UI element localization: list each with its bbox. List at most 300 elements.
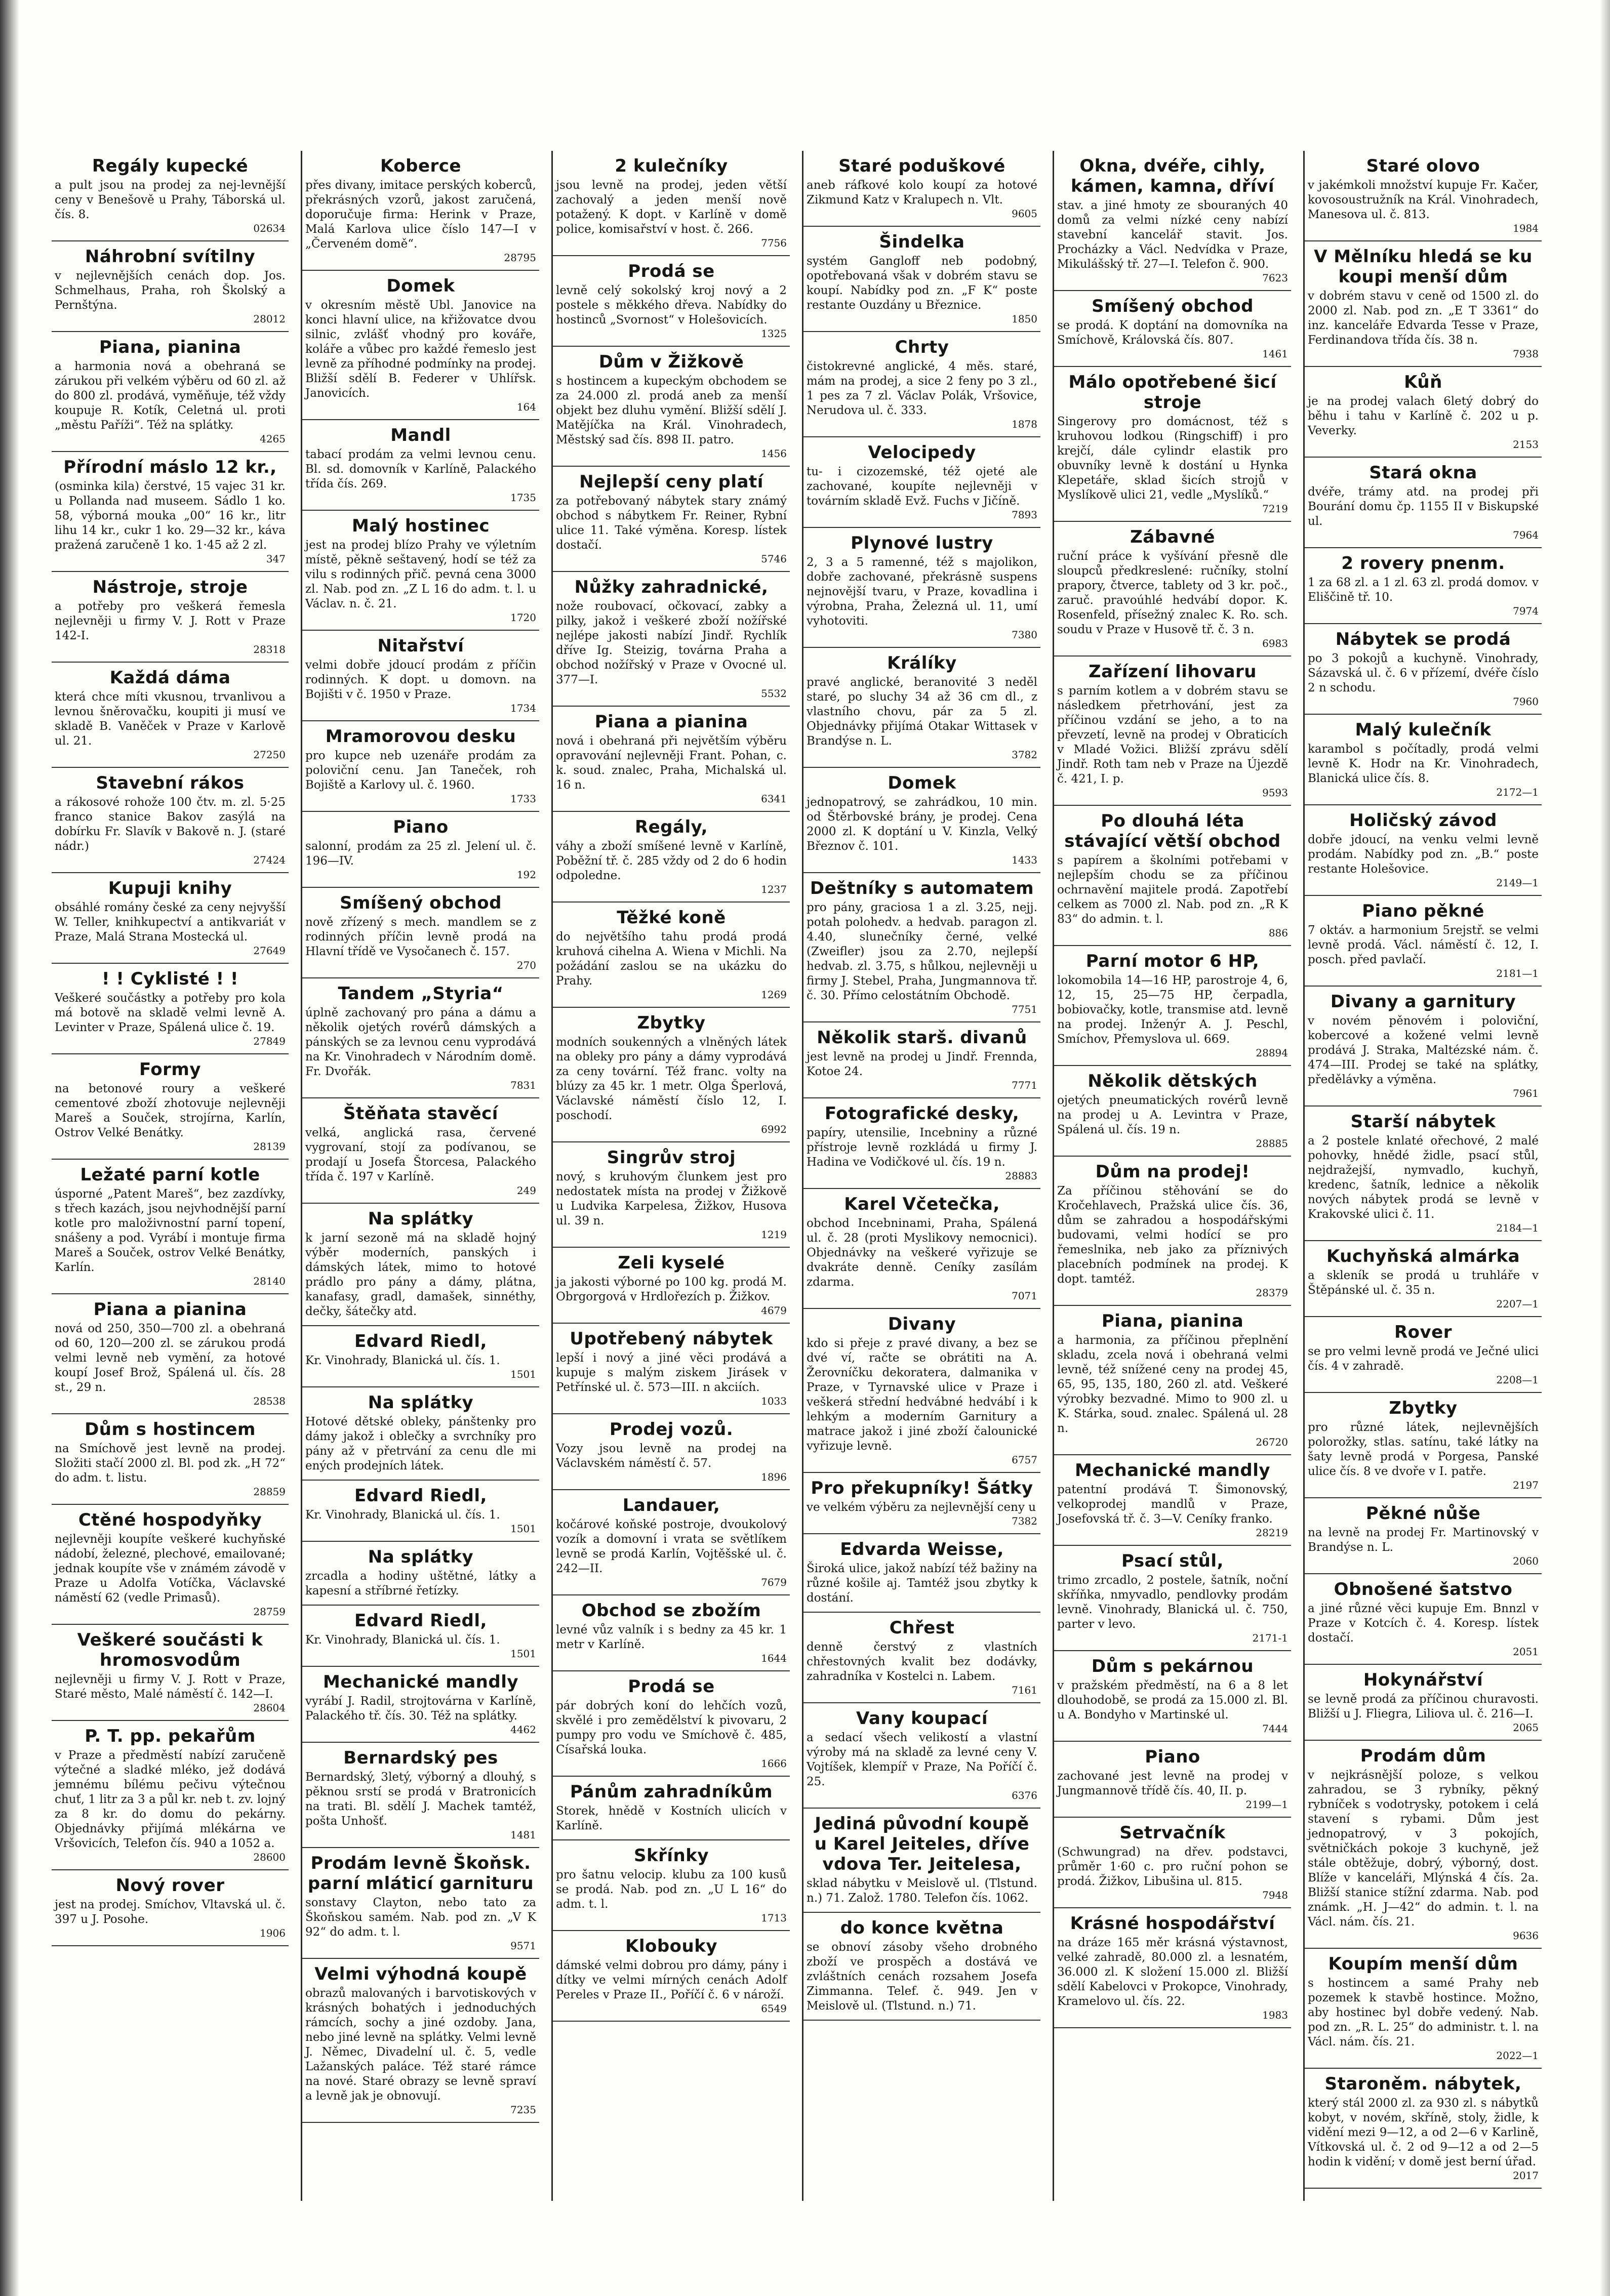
- classified-ad: [52, 572, 289, 663]
- ad-body: obchod Incebninami, Praha, Spálená ul. č. 28 (proti Myslikovy nemocnici). Objednávky na veškeré vyřizuje se dvakráte denně. Ceníky zasílám zdarma.: [807, 1217, 1037, 1289]
- ad-body: Storek, hnědě v Kostních ulicích v Karlíně.: [556, 1805, 787, 1832]
- ad-reference-number: 7751: [1012, 1003, 1037, 1015]
- ad-reference-number: 2181—1: [1496, 967, 1539, 979]
- ad-title: Karel Včetečka,: [844, 1194, 1000, 1214]
- ad-title: Stará okna: [1369, 463, 1477, 483]
- ad-title: Plynové lustry: [851, 533, 993, 553]
- ad-title: 2 kulečníky: [615, 156, 728, 176]
- classified-ad: [52, 1625, 289, 1721]
- ad-body: pro kupce neb uzenáře prodám za poloviční cenu. Jan Taneček, roh Bojiště a Karlovy ul. č. 1960.: [305, 749, 536, 792]
- ad-reference-number: 28538: [253, 1395, 286, 1407]
- ad-reference-number: 2149—1: [1496, 877, 1539, 889]
- ad-title: Klobouky: [625, 1936, 718, 1956]
- ad-reference-number: 1735: [510, 491, 536, 504]
- classified-ad: [553, 707, 790, 812]
- ad-body: velmi dobře jdoucí prodám z příčin rodinných. K dopt. u domovn. na Bojišti v č. 1950 v Praze.: [305, 659, 536, 701]
- ad-body: Veškeré součástky a potřeby pro kola má botově na skladě velmi levně A. Levinter v Praze, Spálená ulice č. 19.: [55, 992, 286, 1034]
- ad-body: a 2 postele knlaté ořechové, 2 malé pohovky, hnědé židle, psací stůl, nejdražejší, nymvadlo, kuchyň, kredenc, šatník, lednice a několik nových nábytek prodá se levně v Krakovské ulici č. 11.: [1308, 1134, 1539, 1221]
- ad-title: Dům na prodej!: [1095, 1162, 1250, 1182]
- classified-ad: [52, 1414, 289, 1505]
- ad-title: Pánům zahradníkům: [570, 1782, 773, 1802]
- classified-ad: [553, 1777, 790, 1840]
- ad-reference-number: 4462: [510, 1724, 536, 1736]
- ad-title: Zeli kyselé: [618, 1253, 725, 1273]
- classified-ad: [803, 648, 1040, 768]
- ad-title: Deštníky s automatem: [810, 878, 1034, 898]
- classified-ad: [1305, 1241, 1542, 1317]
- classified-ad: [52, 332, 289, 452]
- ad-title: Piano: [1145, 1747, 1200, 1767]
- ad-body: vyrábí J. Radil, strojtovárna v Karlíně, Palackého tř. čís. 30. Též na splátky.: [305, 1695, 536, 1723]
- ad-title: Malý hostinec: [351, 516, 490, 536]
- ad-title: Několik starš. divanů: [817, 1028, 1027, 1048]
- ad-title: Rover: [1394, 1322, 1453, 1342]
- ad-body: ruční práce k vyšívání přesně dle sloupců předkreslené: ručníky, stolní prapory, čtverce, tablety od 3 kr. poč., zaruč. pravoúhlé hedvábí dopor. K. Rosenfeld, přísežný znalec K. Ro. sch. soudu v Praze v Husově tř. č. 3 n.: [1057, 550, 1288, 636]
- ad-reference-number: 28894: [1256, 1047, 1288, 1059]
- ad-reference-number: 02634: [253, 222, 286, 234]
- classified-ad: [52, 1870, 289, 1946]
- ad-reference-number: 1896: [761, 1471, 787, 1483]
- ad-reference-number: 1481: [510, 1829, 536, 1841]
- ad-reference-number: 1433: [1012, 854, 1037, 866]
- ad-title: Edvarda Weisse,: [840, 1539, 1004, 1560]
- ad-body: zachované jest levně na prodej v Jungmannově třídě čís. 40, II. p.: [1057, 1770, 1288, 1797]
- ad-reference-number: 7380: [1012, 629, 1037, 641]
- ad-title: Domek: [888, 773, 956, 793]
- ad-reference-number: 28318: [253, 643, 286, 655]
- ad-reference-number: 7161: [1012, 1684, 1037, 1696]
- ad-body: a harmonia nová a obehraná se zárukou při velkém výběru od 60 zl. až do 800 zl. prodává, vyměňuje, též vždy koupuje R. Kotík, Celetná ul. proti „městu Paříži“. Též na splátky.: [55, 360, 286, 432]
- ad-column: [301, 151, 539, 2201]
- classified-ad: [803, 1473, 1040, 1534]
- classified-ad: [1054, 522, 1291, 657]
- ad-title: Na splátky: [368, 1547, 474, 1567]
- ad-reference-number: 6757: [1012, 1454, 1037, 1466]
- classified-ad: [302, 1606, 539, 1667]
- ad-reference-number: 7679: [761, 1576, 787, 1588]
- classified-ad: [1305, 1665, 1542, 1741]
- classified-ad: [1305, 1393, 1542, 1498]
- ad-title: Chrty: [895, 337, 949, 357]
- ad-body: dobře jdoucí, na venku velmi levně prodám. Nabídky pod zn. „B.“ poste restante Holešovice.: [1308, 833, 1539, 876]
- ad-title: Mechanické mandly: [1074, 1460, 1271, 1481]
- ad-body: sonstavy Clayton, nebo tato za Škoňskou samém. Nab. pod zn. „V K 92“ do adm. t. l.: [305, 1896, 536, 1939]
- ad-reference-number: 1906: [260, 1927, 286, 1939]
- ad-title: 2 rovery pnenm.: [1341, 553, 1505, 573]
- ad-body: a pult jsou na prodej za nej-levnější ceny v Benešově u Prahy, Táborská ul. čís. 8.: [55, 179, 286, 221]
- ad-title: Parní motor 6 HP,: [1085, 951, 1260, 971]
- ad-title: Na splátky: [368, 1392, 474, 1413]
- ad-title: Obchod se zbožím: [581, 1601, 761, 1621]
- ad-reference-number: 1237: [761, 883, 787, 895]
- ad-title: Tandem „Styria“: [338, 983, 504, 1004]
- ad-title: Každá dáma: [109, 668, 231, 688]
- ad-title: Divany: [888, 1314, 956, 1334]
- ad-title: Prodám levně Škoňsk. parní mláticí garnituru: [307, 1853, 534, 1894]
- ad-body: v dobrém stavu v ceně od 1500 zl. do 2000 zl. Nab. pod zn. „E T 3361“ do inz. kanceláře Edvarda Tesse v Praze, Ferdinandova třída čís. 38 n.: [1308, 290, 1539, 347]
- classified-ad: [302, 1743, 539, 1848]
- ad-reference-number: 9636: [1513, 1930, 1539, 1942]
- ad-reference-number: 2022—1: [1496, 2049, 1539, 2062]
- ad-body: velká, anglická rasa, červené vygrovaní, stojí za podívanou, se prodají u Josefa Štorcesa, Palackého třída č. 197 v Karlíně.: [305, 1126, 536, 1183]
- classified-ad: [1054, 1066, 1291, 1157]
- classified-ad: [1054, 367, 1291, 522]
- ad-reference-number: 4265: [260, 433, 286, 445]
- classified-ad: [1054, 291, 1291, 367]
- classified-ad: [52, 1721, 289, 1870]
- ad-reference-number: 28883: [1005, 1170, 1037, 1182]
- ad-body: aneb ráfkové kolo koupí za hotové Zikmund Katz v Kralupech n. Vlt.: [807, 179, 1037, 207]
- classified-ad: [1305, 1949, 1542, 2069]
- ad-reference-number: 1734: [510, 702, 536, 714]
- ad-reference-number: 28859: [253, 1486, 286, 1498]
- ad-reference-number: 27424: [253, 854, 286, 866]
- ad-column: [551, 151, 790, 2201]
- ad-reference-number: 28219: [1256, 1527, 1288, 1539]
- ad-title: Dům s pekárnou: [1091, 1656, 1254, 1676]
- ad-body: pro šatnu velocip. klubu za 100 kusů se prodá. Nab. pod zn. „U L 16“ do adm. t. l.: [556, 1868, 787, 1911]
- ad-reference-number: 7961: [1513, 1087, 1539, 1099]
- classified-ad: [302, 1481, 539, 1542]
- ad-reference-number: 1733: [510, 793, 536, 805]
- classified-ad: [1054, 1742, 1291, 1818]
- ad-reference-number: 26720: [1256, 1436, 1288, 1448]
- ad-body: obsáhlé romány české za ceny nejvyšší W. Teller, knihkupectví a antikvariát v Praze, Malá Strana Mostecká ul.: [55, 901, 286, 944]
- ad-title: Smíšený obchod: [340, 893, 502, 913]
- classified-ad: [1305, 805, 1542, 896]
- ad-body: nově zřízený s mech. mandlem se z rodinných příčin levně prodá na Hlavní třídě ve Vysočanech č. 157.: [305, 916, 536, 958]
- ad-column: [802, 151, 1040, 2201]
- ad-title: Singrův stroj: [607, 1147, 736, 1168]
- ad-title: Formy: [139, 1059, 202, 1080]
- ad-reference-number: 270: [516, 959, 536, 971]
- classified-ad: [302, 1667, 539, 1743]
- ad-body: nejlevněji u firmy V. J. Rott v Praze, Staré město, Malé náměstí č. 142—I.: [55, 1673, 286, 1701]
- ad-title: Mandl: [390, 425, 451, 445]
- ad-title: P. T. pp. pekařům: [85, 1726, 256, 1746]
- ad-reference-number: 2184—1: [1496, 1222, 1539, 1234]
- classified-ad: [302, 978, 539, 1098]
- classified-ad: [553, 1248, 790, 1324]
- ad-title: Starší nábytek: [1350, 1112, 1496, 1132]
- ad-title: Na splátky: [368, 1209, 474, 1229]
- ad-body: 2, 3 a 5 ramenné, též s majolikon, dobře zachované, překrásně suspens nejnovější tvaru, v Praze, kovadlina i výrobna, Praha, Železná ul. 11, umí vyhotoviti.: [807, 556, 1037, 628]
- classified-ad: [553, 1671, 790, 1777]
- classified-ad: [302, 151, 539, 271]
- ad-title: Několik dětských: [1088, 1071, 1258, 1091]
- ad-body: a sedací všech velikostí a vlastní výroby má na skladě za levné ceny V. Vojtíšek, klempíř v Praze, Na Poříčí č. 25.: [807, 1731, 1037, 1788]
- classified-ad: [1054, 1306, 1291, 1455]
- ad-title: Holičský závod: [1349, 810, 1497, 831]
- ad-title: Landauer,: [622, 1495, 720, 1515]
- ad-body: v okresním městě Ubl. Janovice na konci hlavní ulice, na křižovatce dvou silnic, zvlášť vhodný pro kováře, koláře a vůbec pro každé řemeslo jest levně za příhodné podmínky na prodej. Bližší sdělí B. Federer v Uhlířsk. Janovicích.: [305, 299, 536, 400]
- ad-reference-number: 28140: [253, 1275, 286, 1287]
- ad-reference-number: 164: [516, 401, 536, 413]
- ad-body: Bernardský, 3letý, výborný a dlouhý, s pěknou srstí se prodá v Bratronicích na trati. Bl. sdělí J. Machek tamtéž, pošta Unhošť.: [305, 1771, 536, 1828]
- ad-reference-number: 1033: [761, 1395, 787, 1407]
- ad-body: stav. a jiné hmoty ze sbouraných 40 domů za velmi nízké ceny nabízí stavební kancelář stavit. Jos. Procházky a Václ. Nedvídka v Praze, Mikulášský tř. 27—I. Telefon č. 900.: [1057, 199, 1288, 271]
- ad-body: v pražském předměstí, na 6 a 8 let dlouhodobě, se prodá za 15.000 zl. Bl. u A. Bondyho v Martinské ul.: [1057, 1679, 1288, 1721]
- classified-ad: [1305, 1574, 1542, 1665]
- ad-title: Piana, pianina: [99, 337, 242, 357]
- ad-reference-number: 2208—1: [1496, 1374, 1539, 1386]
- ad-body: a jiné různé věci kupuje Em. Bnnzl v Praze v Kotcích č. 4. Koresp. lístek dostačí.: [1308, 1602, 1539, 1645]
- ad-reference-number: 27849: [253, 1035, 286, 1047]
- ad-reference-number: 28379: [1256, 1287, 1288, 1299]
- ad-reference-number: 27649: [253, 945, 286, 957]
- ad-reference-number: 28604: [253, 1702, 286, 1714]
- classified-ad: [803, 1703, 1040, 1809]
- classified-ad: [1305, 2069, 1542, 2189]
- classified-ad: [302, 1098, 539, 1204]
- classified-ad: [302, 631, 539, 721]
- ad-reference-number: 1983: [1262, 2009, 1288, 2021]
- classified-ad: [803, 1809, 1040, 1913]
- ad-reference-number: 1850: [1012, 313, 1037, 325]
- ad-reference-number: 2051: [1513, 1646, 1539, 1658]
- ad-body: (Schwungrad) na dřev. podstavci, průměr 1·60 c. pro ruční pohon se prodá. Žižkov, Libušina ul. 815.: [1057, 1846, 1288, 1888]
- ad-body: na betonové roury a veškeré cementové zboží zhotovuje nejlevněji Mareš a Souček, strojírna, Karlín, Ostrov Velké Benátky.: [55, 1082, 286, 1139]
- ad-title: Ležaté parní kotle: [80, 1165, 260, 1185]
- ad-title: do konce května: [840, 1918, 1004, 1938]
- ad-title: Prodám dům: [1360, 1746, 1486, 1766]
- classified-ad: [52, 663, 289, 768]
- ad-body: na Smíchově jest levně na prodej. Složiti stačí 2000 zl. Bl. pod zk. „H 72“ do adm. t. listu.: [55, 1442, 286, 1485]
- ad-body: trimo zrcadlo, 2 postele, šatník, noční skříňka, nmyvadlo, pendlovky prodám levně. Vinohrady, Blanická ul. č. 750, parter v levo.: [1057, 1574, 1288, 1631]
- ad-title: Edvard Riedl,: [354, 1331, 487, 1351]
- ad-reference-number: 7771: [1012, 1079, 1037, 1091]
- ad-body: nový, s kruhovým člunkem jest pro nedostatek místa na prodej v Žižkově u Ludvika Karpelesa, Žižkov, Husova ul. 39 n.: [556, 1170, 787, 1227]
- ad-title: Stavební rákos: [96, 773, 245, 793]
- ad-title: Pěkné nůše: [1365, 1503, 1481, 1524]
- ad-body: pro pány, graciosa 1 a zl. 3.25, nejj. potah polohedv. a hedvab. paragon zl. 4.40, slunečníky černé, velké (Zweifler) jsou za 2.70, nejlepší hedvab. zl. 3.75, s hůlkou, nejlevněji u firmy J. Stebel, Praha, Jungmannova tř. č. 30. Přímo celostátním Obchodě.: [807, 901, 1037, 1002]
- ad-body: pár dobrých koní do lehčích vozů, skvělé i pro zemědělství k pivovaru, 2 pumpy pro vodu ve Smíchově č. 485, Císařská louka.: [556, 1699, 787, 1756]
- ad-reference-number: 27250: [253, 749, 286, 761]
- scan-edge-left: [0, 0, 19, 2296]
- ad-reference-number: 3782: [1012, 749, 1037, 761]
- ad-reference-number: 7071: [1012, 1290, 1037, 1302]
- classified-ad: [553, 903, 790, 1008]
- ad-title: Kupuji knihy: [108, 878, 232, 898]
- ad-reference-number: 1713: [761, 1912, 787, 1924]
- classified-ad: [52, 873, 289, 964]
- ad-body: 7 oktáv. a harmonium 5rejstř. se velmi levně prodá. Václ. náměstí č. 12, I. posch. před pavlačí.: [1308, 924, 1539, 966]
- classified-ad: [803, 1189, 1040, 1309]
- classified-ad: [803, 227, 1040, 332]
- ad-reference-number: 1501: [510, 1523, 536, 1535]
- classified-ad: [1305, 715, 1542, 805]
- ad-body: se prodá. K doptání na domovníka na Smíchově, Královská čís. 807.: [1057, 319, 1288, 347]
- ad-body: která chce míti vkusnou, trvanlivou a levnou šněrovačku, koupiti ji musí ve skladě B. Vaněček v Praze v Karlově ul. 21.: [55, 690, 286, 748]
- ad-column: [1053, 151, 1291, 2201]
- ad-reference-number: 28012: [253, 313, 286, 325]
- classified-ad: [1305, 241, 1542, 367]
- ad-body: v nejlevnějších cenách dop. Jos. Schmelhaus, Praha, roh Školský a Pernštýna.: [55, 269, 286, 312]
- ad-title: Šindelka: [879, 232, 965, 252]
- ad-title: Staroněm. nábytek,: [1324, 2074, 1522, 2094]
- ad-body: v nejkrásnější poloze, s velkou zahradou, se 3 rybníky, pěkný rybníček s vodotrysky, potokem i celá stavení s rybami. Dům jest jednopatrový, v 3 pokojích, světničkách pokoje 3 kuchyně, jež stále obtěžuje, dobrý, výborný, dost. Blíže v kanceláři, Mlýnská 4 čís. 2a. Bližší stanice stížní zdarma. Nab. pod známk. „H. J—42“ do admin. t. l. na Václ. nám. čís. 21.: [1308, 1769, 1539, 1929]
- ad-title: Štěňata stavěcí: [343, 1103, 498, 1124]
- classified-ad: [803, 768, 1040, 873]
- ad-body: na dráze 165 měr krásná výstavnost, velké zahradě, 80.000 zl. a lesnatém, 36.000 zl. K složení 15.000 zl. Bližší sdělí Kabelovci v Prokopce, Vinohrady, Kramelovo ul. čís. 22.: [1057, 1936, 1288, 2008]
- ad-title: Edvard Riedl,: [354, 1486, 487, 1506]
- ad-title: Nitařství: [377, 636, 464, 656]
- ad-body: po 3 pokojů a kuchyně. Vinohrady, Sázavská ul. č. 6 v přízemí, dvéře číslo 2 n schodu.: [1308, 652, 1539, 694]
- ad-title: Nůžky zahradnické,: [574, 577, 769, 597]
- classified-ad: [803, 332, 1040, 437]
- classified-ad: [1305, 1741, 1542, 1949]
- ad-body: se levně prodá za příčinou churavosti. Bližší u J. Fliegra, Liliova ul. č. 216—I.: [1308, 1693, 1539, 1720]
- ad-body: Hotové dětské obleky, pánštenky pro dámy jakož i oblečky a svrchníky pro pány až v přetrvání za cenu dle mi ených prodejních látek.: [305, 1415, 536, 1472]
- ad-body: pravé anglické, beranovité 3 neděl staré, po sluchy 34 až 36 cm dl., z vlastního chovu, pár za 5 zl. Objednávky přijímá Otakar Wittasek v Brandýse n. L.: [807, 676, 1037, 748]
- ad-title: Kuchyňská almárka: [1326, 1246, 1520, 1266]
- classified-ad: [803, 1913, 1040, 2021]
- ad-title: Vany koupací: [856, 1708, 988, 1729]
- ad-title: Piana a pianina: [93, 1299, 247, 1320]
- classified-ad: [1054, 1908, 1291, 2028]
- classified-ad: [553, 1595, 790, 1671]
- ad-title: Upotřebený nábytek: [570, 1329, 773, 1349]
- ad-reference-number: 9593: [1262, 787, 1288, 799]
- classified-ad: [803, 1613, 1040, 1703]
- ad-body: za potřebovaný nábytek stary známý obchod s nábytkem Fr. Reiner, Rybní ulice 11. Také výměna. Koresp. lístek dostačí.: [556, 495, 787, 552]
- ad-reference-number: 7893: [1012, 509, 1037, 521]
- classified-ad: [302, 1387, 539, 1481]
- ad-title: Bernardský pes: [343, 1748, 498, 1768]
- ad-title: Divany a garnitury: [1330, 992, 1516, 1012]
- ad-body: váhy a zboží smíšené levně v Karlíně, Poběžní tř. č. 285 vždy od 2 do 6 hodin odpoledne.: [556, 840, 787, 882]
- ad-reference-number: 2153: [1513, 438, 1539, 450]
- ad-body: lepší i nový a jiné věci prodává a kupuje s malým ziskem Jirásek v Petřínské ul. č. 573—III. n akciích.: [556, 1351, 787, 1394]
- ad-body: nová od 250, 350—700 zl. a obehraná od 60, 120—200 zl. se zárukou prodá velmi levně neb vymění, za hotové koupí Josef Brož, Spálená ul. čís. 28 st., 29 n.: [55, 1322, 286, 1394]
- classified-ad: [553, 467, 790, 572]
- ad-title: Piana, pianina: [1101, 1311, 1244, 1331]
- ad-title: Náhrobní svítilny: [85, 247, 256, 267]
- ad-body: přes divany, imitace perských koberců, překrásných vzorů, jakost zaručená, doporučuje firma: Herink v Praze, Malá Karlova ulice číslo 147—I v „Červeném domě“.: [305, 179, 536, 251]
- classified-ad: [553, 256, 790, 347]
- ad-body: s parním kotlem a v dobrém stavu se následkem přetrhování, jest za příčinou vzdání se jeho, a to na převzetí, levně na prodej v Obraticích v Mladé Vožici. Bližší zprávu sdělí Jindř. Roth tam neb v Praze na Újezdě č. 421, I. p.: [1057, 684, 1288, 786]
- ad-title: Nejlepší ceny platí: [579, 472, 763, 492]
- ad-body: Široká ulice, jakož nabízí též bažiny na různé košile aj. Tamtéž jsou zbytky k dostání.: [807, 1562, 1037, 1605]
- ad-reference-number: 28795: [504, 252, 536, 264]
- ad-body: Vozy jsou levně na prodej na Václavském náměstí č. 57.: [556, 1442, 787, 1470]
- classified-ad: [553, 1840, 790, 1931]
- ad-body: sklad nábytku v Meislově ul. (Tlstund. n.) 71. Založ. 1780. Telefon čís. 1062.: [807, 1877, 1037, 1905]
- ad-title: Kůň: [1404, 372, 1442, 392]
- ad-title: Ctěné hospodyňky: [78, 1510, 262, 1530]
- classified-ad: [553, 1324, 790, 1414]
- ad-body: v jakémkoli množství kupuje Fr. Kačer, kovosoustružník na Král. Vinohradech, Manesova ul. č. 813.: [1308, 179, 1539, 221]
- ad-title: Zbytky: [637, 1013, 706, 1033]
- classified-ad: [52, 151, 289, 241]
- classified-ad: [553, 1414, 790, 1490]
- ad-title: Prodá se: [628, 261, 715, 281]
- ad-reference-number: 7219: [1262, 503, 1288, 515]
- classified-ad: [553, 572, 790, 707]
- ad-body: salonní, prodám za 25 zl. Jelení ul. č. 196—IV.: [305, 840, 536, 868]
- classified-ad: [52, 1294, 289, 1414]
- ad-title: Prodá se: [628, 1676, 715, 1697]
- ad-body: ja jakosti výborné po 100 kg. prodá M. Obrgorgová v Hrdlořezích p. Žižkov.: [556, 1276, 787, 1303]
- ad-title: Koupím menší dům: [1328, 1954, 1518, 1974]
- ad-body: se pro velmi levně prodá ve Ječné ulici čís. 4 v zahradě.: [1308, 1345, 1539, 1373]
- ad-title: Psací stůl,: [1121, 1551, 1224, 1571]
- classified-ad: [52, 964, 289, 1054]
- classified-ad: [52, 452, 289, 572]
- ad-body: patentní prodává T. Šimonovský, velkoprodej mandlů v Praze, Josefovská tř. č. 3—V. Ceníky franko.: [1057, 1483, 1288, 1526]
- ad-reference-number: 9605: [1012, 208, 1037, 220]
- classified-ad: [803, 151, 1040, 227]
- ad-body: (osminka kila) čerstvé, 15 vajec 31 kr. u Pollanda nad museem. Sádlo 1 ko. 58, výborná mouka „00“ 16 kr., litr lihu 14 kr., cukr 1 ko. 29—32 kr., káva pražená zaručeně 1 ko. 1·45 až 2 zl.: [55, 480, 286, 552]
- ad-title: Dům s hostincem: [85, 1419, 256, 1440]
- ad-reference-number: 1984: [1513, 222, 1539, 234]
- ad-reference-number: 2207—1: [1496, 1298, 1539, 1310]
- classified-ad: [302, 1204, 539, 1326]
- classified-ad: [803, 528, 1040, 648]
- ad-title: Staré poduškové: [838, 156, 1005, 176]
- ad-title: Mechanické mandly: [323, 1672, 519, 1692]
- classified-ad: [52, 768, 289, 873]
- classified-ad: [1305, 1498, 1542, 1574]
- classified-ad: [1305, 548, 1542, 624]
- classified-ad: [553, 1490, 790, 1595]
- classified-ad: [553, 151, 790, 256]
- classified-ad: [1305, 458, 1542, 548]
- classified-ad: [302, 1959, 539, 2123]
- ad-body: na levně na prodej Fr. Martinovský v Brandýse n. L.: [1308, 1526, 1539, 1554]
- ad-title: Veškeré součásti k hromosvodům: [77, 1630, 263, 1670]
- ad-reference-number: 886: [1268, 927, 1288, 939]
- ad-title: Regály kupecké: [92, 156, 249, 176]
- ad-reference-number: 7831: [510, 1079, 536, 1091]
- ad-body: karambol s počítadly, prodá velmi levně K. Hodr na Kr. Vinohradech, Blanická ulice čís. 8.: [1308, 743, 1539, 785]
- ad-reference-number: 1720: [510, 611, 536, 624]
- classified-ad: [302, 271, 539, 420]
- ad-column: [52, 151, 289, 2201]
- ad-title: Dům v Žižkově: [598, 352, 744, 372]
- ad-body: s papírem a školními potřebami v nejlepším chodu se za příčinou ochrnavění majitele prodá. Zapotřebí celkem as 7000 zl. Nab. pod zn. „R K 83“ do admin. t. l.: [1057, 854, 1288, 926]
- ad-reference-number: 1666: [761, 1757, 787, 1770]
- ad-body: 1 za 68 zl. a 1 zl. 63 zl. prodá domov. v Eliščině tř. 10.: [1308, 576, 1539, 604]
- ad-reference-number: 2197: [1513, 1479, 1539, 1491]
- classified-ad: [803, 437, 1040, 528]
- ad-body: nejlevněji koupíte veškeré kuchyňské nádobí, železné, plechové, emailované; jednak koupíte vše v známém závodě v Praze u Adolfa Votíčka, Václavské náměstí 62 (vedle Primasů).: [55, 1533, 286, 1605]
- classified-ad: [1305, 367, 1542, 458]
- ad-body: Kr. Vinohrady, Blanická ul. čís. 1.: [305, 1508, 500, 1522]
- ad-body: jest na prodej blízo Prahy ve výletním místě, pěkně seštavený, hodí se též za vilu s rodinných přič. pevná cena 3000 zl. Nab. pod zn. „Z L 16 do adm. t. l. u Václav. n. č. 21.: [305, 539, 536, 610]
- ad-body: systém Gangloff neb podobný, opotřebovaná však v dobrém stavu se koupí. Nabídky pod zn. „F K“ poste restante Ouzdány u Březnice.: [807, 255, 1037, 312]
- ad-body: Singerovy pro domácnost, též s kruhovou lodkou (Ringschiff) i pro krejčí, dále cylindr elastik pro obuvníky levně k dostání u Hynka Klepetáře, sklad šicích strojů v Myslíkově ulici 21, vedle „Myslíků.“: [1057, 415, 1288, 502]
- classified-ad: [1054, 1455, 1291, 1546]
- ad-title: Krásné hospodářství: [1070, 1913, 1275, 1934]
- ad-body: lokomobila 14—16 HP, parostroje 4, 6, 12, 15, 25—75 HP, čerpadla, bobiovačky, kotle, transmise atd. levně na prodej. Inženýr A. J. Peschl, Smíchov, Přemyslova ul. 669.: [1057, 974, 1288, 1046]
- ad-reference-number: 7444: [1262, 1723, 1288, 1735]
- ad-title: V Mělníku hledá se ku koupi menší dům: [1314, 247, 1533, 287]
- ad-reference-number: 28139: [253, 1140, 286, 1153]
- classified-ad: [1054, 1157, 1291, 1306]
- ad-reference-number: 2172—1: [1496, 786, 1539, 798]
- ad-reference-number: 6376: [1012, 1789, 1037, 1801]
- ad-title: Chřest: [889, 1618, 955, 1638]
- ad-title: Edvard Riedl,: [354, 1611, 487, 1631]
- ad-body: jsou levně na prodej, jeden větší zachovalý a jeden menší nově potažený. K dopt. v Karlíně v domě police, komisařství v host. č. 266.: [556, 179, 787, 236]
- ad-title: Zbytky: [1389, 1398, 1458, 1418]
- classified-ad: [553, 1142, 790, 1248]
- classified-ad: [803, 1309, 1040, 1473]
- ad-body: levné vůz valník i s bedny za 45 kr. 1 metr v Karlíně.: [556, 1623, 787, 1651]
- ad-body: modních soukenných a vlněných látek na obleky pro pány a dámy vyprodává za ceny tovární. Též franc. volty na blúzy za 45 kr. 1 metr. Olga Šperlová, Václavské náměstí číslo 12, I. poschodí.: [556, 1036, 787, 1122]
- ad-reference-number: 6992: [761, 1123, 787, 1135]
